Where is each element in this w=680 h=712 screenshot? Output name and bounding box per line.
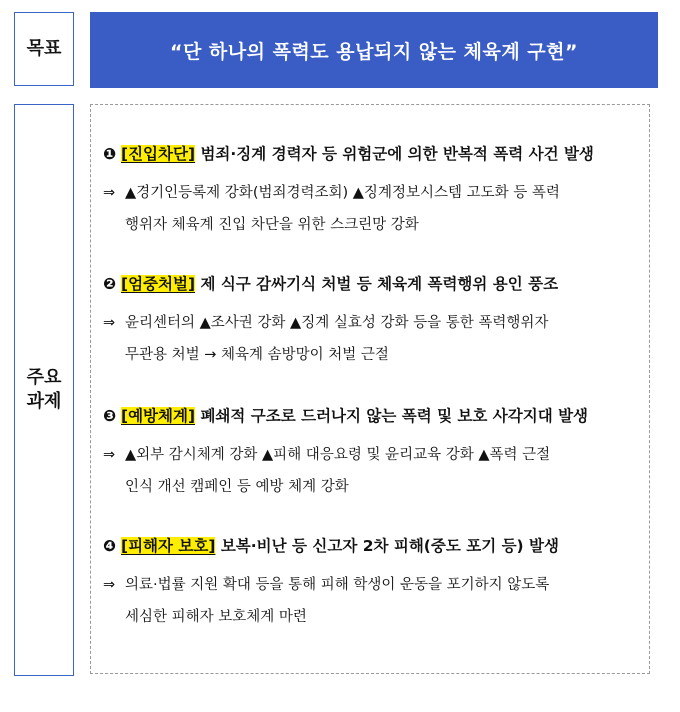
task-tag: [피해자 보호] [121,537,216,555]
task-title [103,405,643,427]
task-line1: 윤리센터의 ▲조사권 강화 ▲징계 실효성 강화 등을 통한 폭력행위자 [125,315,549,331]
task-title [103,143,643,165]
goal-banner [90,12,658,88]
tasks-panel [90,104,650,674]
goal-statement: “단 하나의 폭력도 용납되지 않는 체육계 구현” [169,40,579,63]
task-item [103,405,643,503]
task-item [103,535,643,633]
task-line2: 인식 개선 캠페인 등 예방 체계 강화 [125,479,349,495]
arrow-icon: ⇒ [103,577,116,593]
task-line1: ▲외부 감시체계 강화 ▲피해 대응요령 및 윤리교육 강화 ▲폭력 근절 [125,447,551,463]
task-heading: 보복·비난 등 신고자 2차 피해(중도 포기 등) 발생 [215,537,559,555]
arrow-icon: ⇒ [103,185,116,201]
task-body [103,307,643,371]
arrow-icon: ⇒ [103,315,116,331]
task-heading: 폐쇄적 구조로 드러나지 않는 폭력 및 보호 사각지대 발생 [195,407,589,425]
task-body [103,439,643,503]
task-line2: 세심한 피해자 보호체계 마련 [125,609,307,625]
task-line2: 무관용 처벌 → 체육계 솜방망이 처벌 근절 [125,347,389,363]
task-number: ❹ [103,537,117,555]
task-item [103,273,643,371]
task-title [103,535,643,557]
goal-label [14,12,74,86]
task-tag: [엄중처벌] [121,275,196,293]
tasks-label-text: 주요 과제 [26,366,62,412]
task-line1: ▲경기인등록제 강화(범죄경력조회) ▲징계정보시스템 고도화 등 폭력 [125,185,560,201]
task-number: ❷ [103,275,117,293]
task-tag: [진입차단] [121,145,196,163]
task-line1: 의료·법률 지원 확대 등을 통해 피해 학생이 운동을 포기하지 않도록 [125,577,550,593]
task-item [103,143,643,241]
task-line2: 행위자 체육계 진입 차단을 위한 스크린망 강화 [125,217,419,233]
task-number: ❶ [103,145,117,163]
task-body [103,569,643,633]
goal-label-text: 목표 [26,37,62,59]
task-heading: 범죄·징계 경력자 등 위험군에 의한 반복적 폭력 사건 발생 [195,145,594,163]
task-title [103,273,643,295]
task-number: ❸ [103,407,117,425]
task-heading: 제 식구 감싸기식 처벌 등 체육계 폭력행위 용인 풍조 [195,275,559,293]
arrow-icon: ⇒ [103,447,116,463]
task-tag: [예방체계] [121,407,196,425]
tasks-label [14,104,74,676]
task-body [103,177,643,241]
